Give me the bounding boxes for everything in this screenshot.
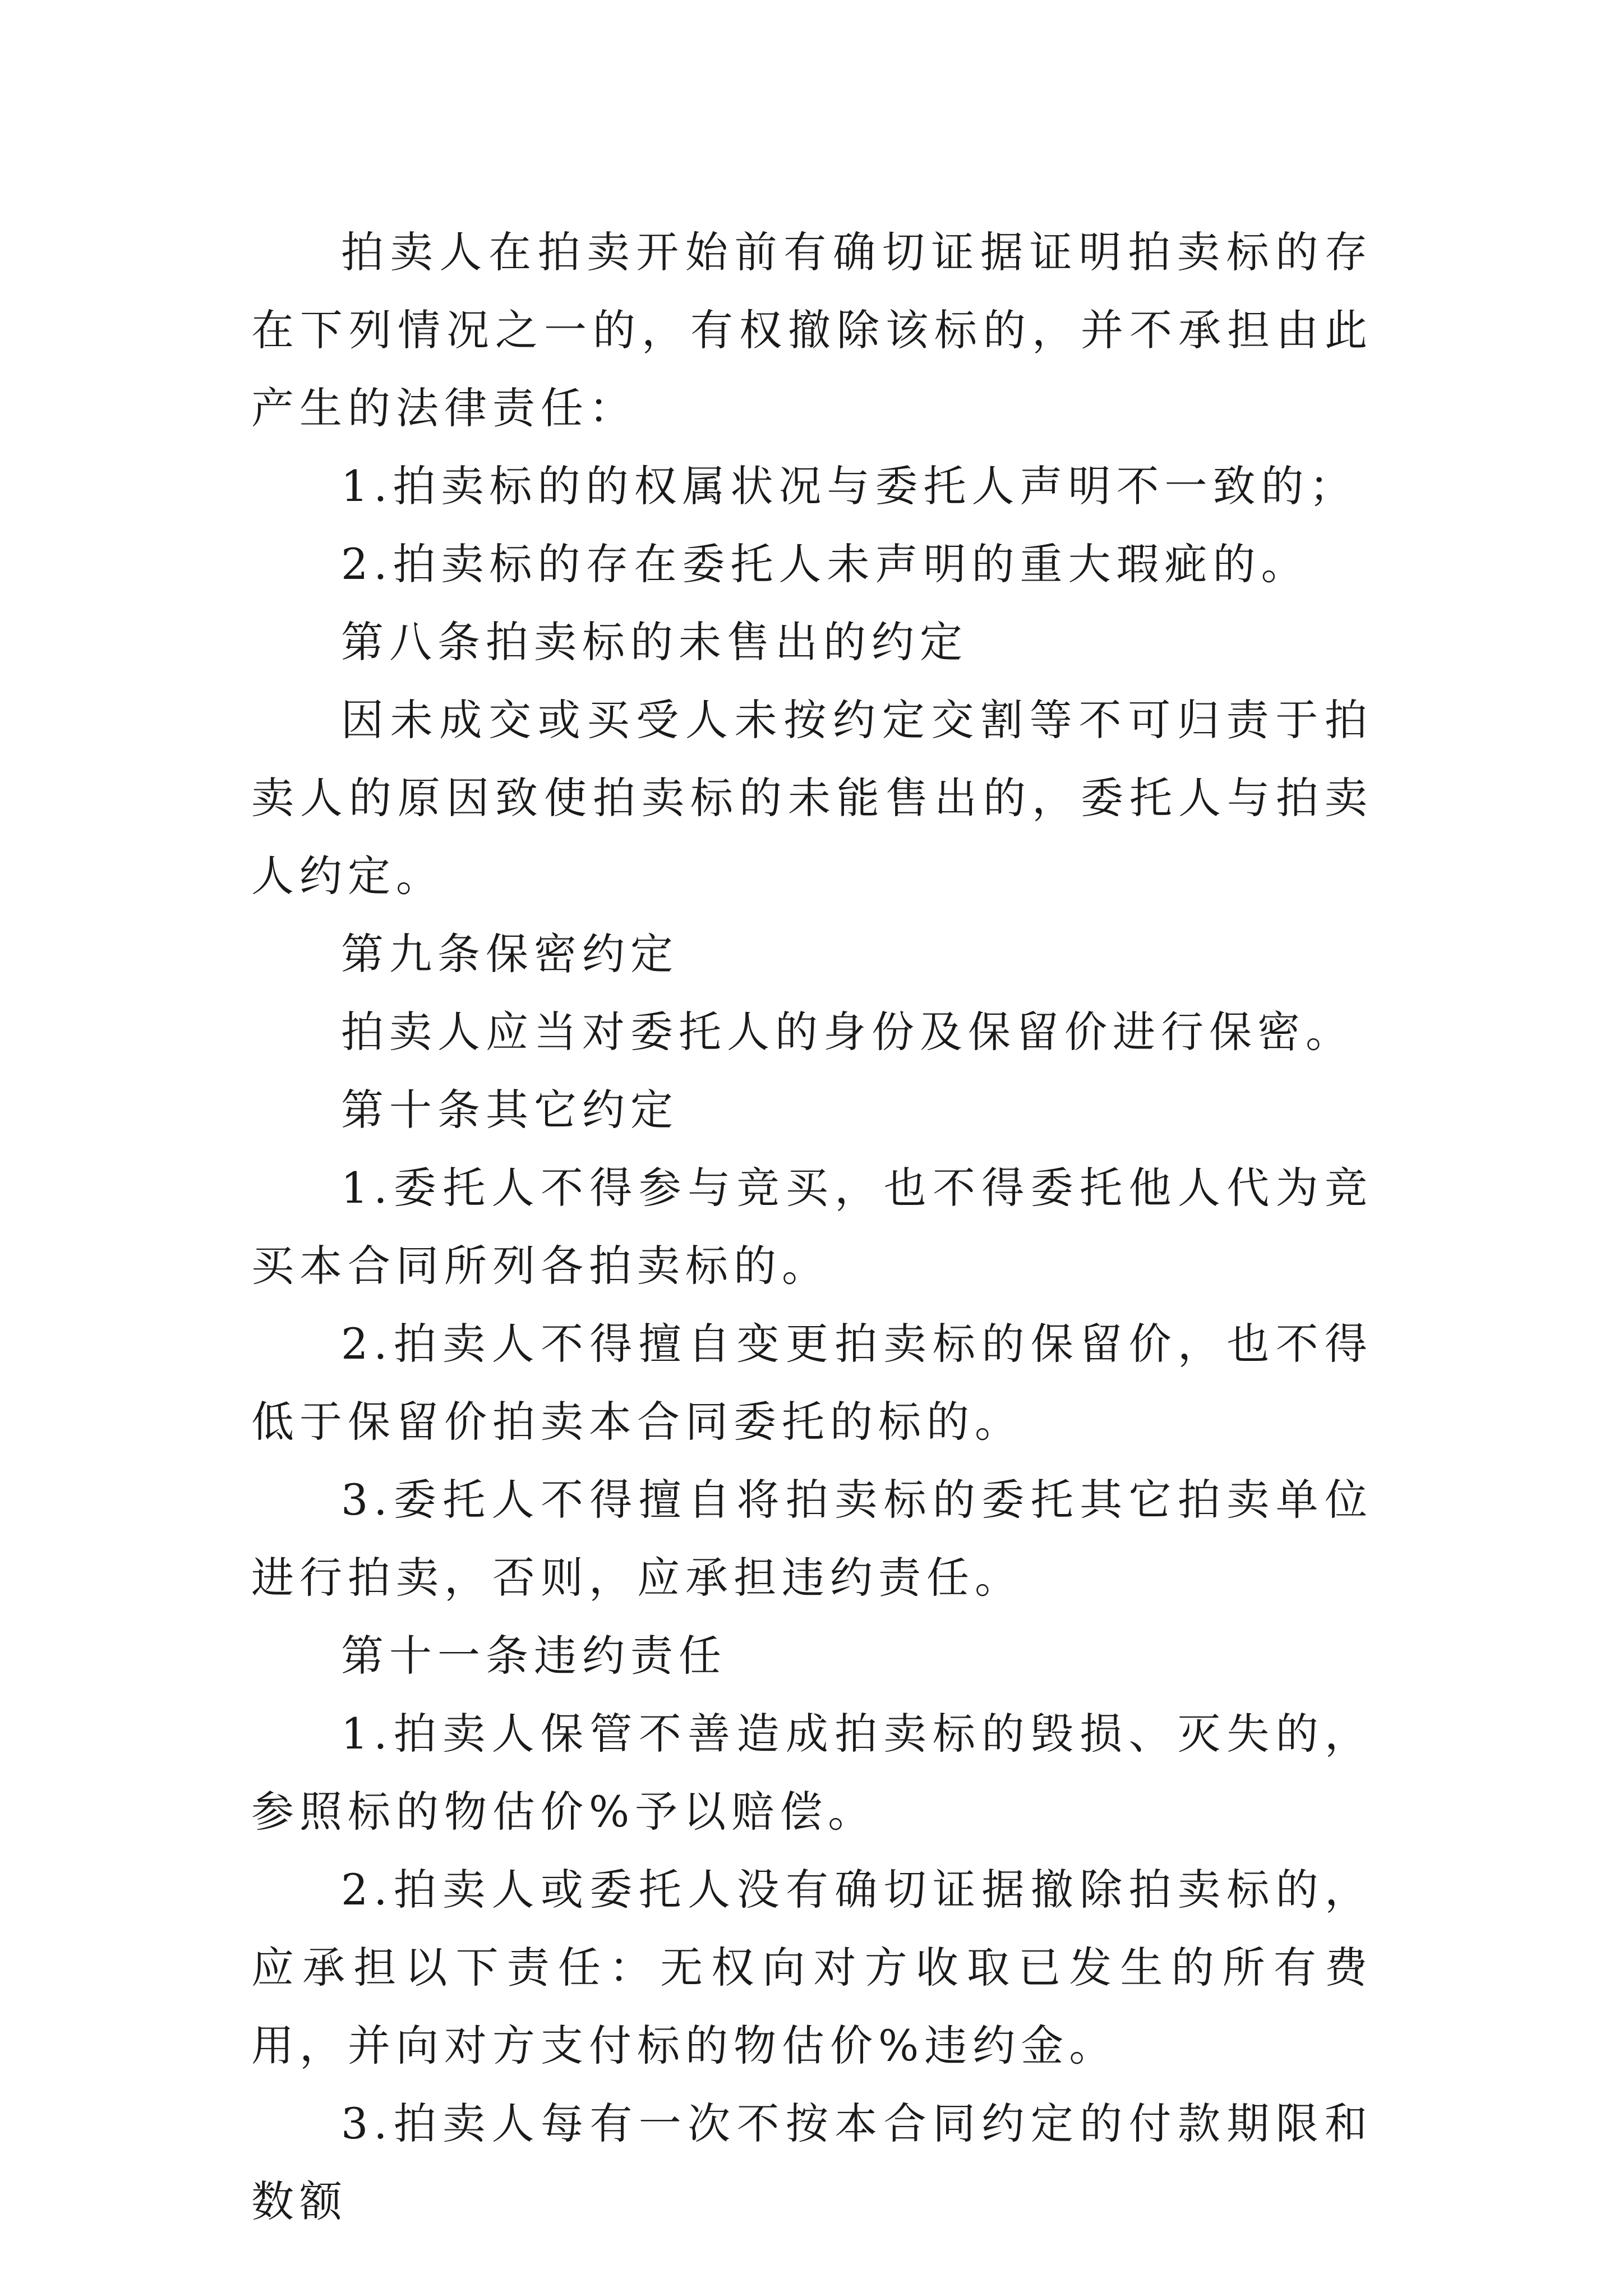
document-body [251,213,1373,2240]
article-10-item-2: 2.拍卖人不得擅自变更拍卖标的保留价，也不得低于保留价拍卖本合同委托的标的。 [251,1319,1373,1447]
article-11-heading: 第十一条违约责任 [341,1631,727,1681]
article-9-body: 拍卖人应当对委托人的身份及保留价进行保密。 [341,1007,1354,1057]
article-10-item-3: 3.委托人不得擅自将拍卖标的委托其它拍卖单位进行拍卖，否则，应承担违约责任。 [251,1475,1373,1603]
article-9-heading: 第九条保密约定 [341,929,679,979]
list-item-ownership-mismatch: 1.拍卖标的的权属状况与委托人声明不一致的； [341,461,1358,511]
list-item-undeclared-defect: 2.拍卖标的存在委托人未声明的重大瑕疵的。 [341,539,1310,589]
article-11-item-1: 1.拍卖人保管不善造成拍卖标的毁损、灭失的，参照标的物估价%予以赔偿。 [251,1709,1373,1837]
article-8-heading: 第八条拍卖标的未售出的约定 [341,617,968,667]
article-11-item-2: 2.拍卖人或委托人没有确切证据撤除拍卖标的，应承担以下责任：无权向对方收取已发生的所有费用，并向对方支付标的物估价%违约金。 [251,1865,1373,2070]
article-8-body: 因未成交或买受人未按约定交割等不可归责于拍卖人的原因致使拍卖标的未能售出的，委托人与拍卖人约定。 [251,695,1373,901]
article-10-item-1: 1.委托人不得参与竞买，也不得委托他人代为竞买本合同所列各拍卖标的。 [251,1163,1373,1291]
article-11-item-3: 3.拍卖人每有一次不按本合同约定的付款期限和数额 [251,2099,1373,2226]
paragraph-withdrawal-conditions: 拍卖人在拍卖开始前有确切证据证明拍卖标的存在下列情况之一的，有权撤除该标的，并不承担由此产生的法律责任： [251,227,1373,433]
article-10-heading: 第十条其它约定 [341,1085,679,1135]
